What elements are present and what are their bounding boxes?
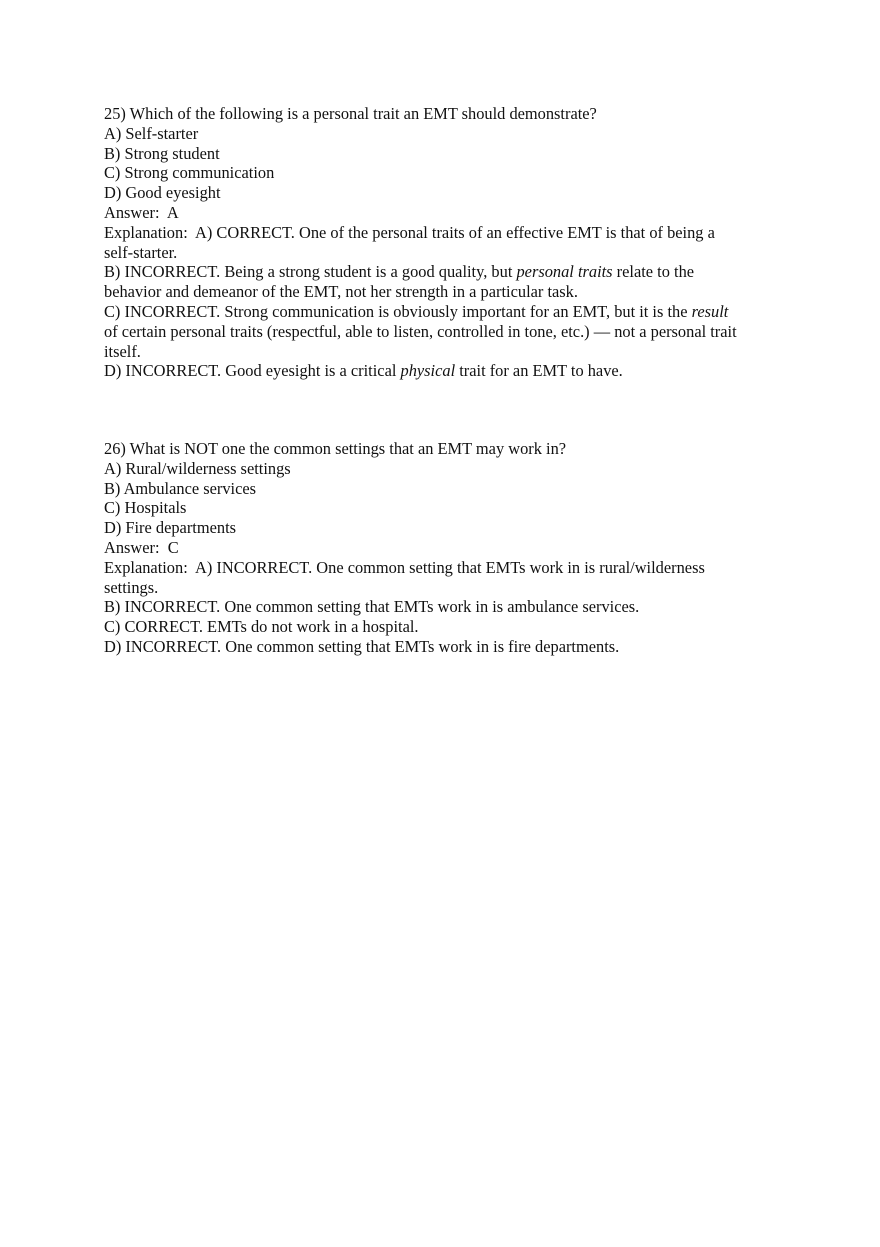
question-stem: 26) What is NOT one the common settings that an EMT may work in?	[104, 439, 567, 458]
option-a: A) Rural/wilderness settings	[104, 458, 291, 478]
explanation-c-line-1: C) CORRECT. EMTs do not work in a hospital.	[104, 617, 419, 637]
explanation-c-line-3: itself.	[104, 341, 141, 361]
explanation-b-emphasis: personal traits	[516, 262, 613, 282]
question-25	[104, 104, 784, 381]
answer: Answer: A	[104, 202, 179, 222]
option-a: A) Self-starter	[104, 123, 199, 143]
option-d: D) Good eyesight	[104, 183, 221, 203]
explanation-a-line-2: settings.	[104, 577, 159, 597]
question-26	[104, 439, 784, 657]
option-b: B) Strong student	[104, 143, 220, 163]
explanation-c-emphasis: result	[691, 301, 729, 321]
explanation-a-line-2: self-starter.	[104, 242, 178, 262]
explanation-c-line-1	[104, 302, 784, 322]
explanation-b-text-end: relate to the	[612, 262, 695, 282]
explanation-d-line-1: D) INCORRECT. One common setting that EMTs work in is fire departments.	[104, 636, 620, 656]
explanation-b-line-1	[104, 262, 784, 282]
explanation-d-line-1	[104, 361, 784, 381]
explanation-a-line-1: Explanation: A) INCORRECT. One common setting that EMTs work in is rural/wilderness	[104, 557, 705, 577]
option-c: C) Strong communication	[104, 163, 275, 183]
explanation-b-text: B) INCORRECT. Being a strong student is a good quality, but	[104, 262, 517, 282]
option-d: D) Fire departments	[104, 518, 236, 538]
explanation-b-line-1: B) INCORRECT. One common setting that EMTs work in is ambulance services.	[104, 597, 640, 617]
option-b: B) Ambulance services	[104, 478, 257, 498]
question-stem: 25) Which of the following is a personal trait an EMT should demonstrate?	[104, 104, 597, 123]
explanation-b-line-2: behavior and demeanor of the EMT, not her strength in a particular task.	[104, 282, 578, 302]
explanation-c-text: C) INCORRECT. Strong communication is obviously important for an EMT, but it is the	[104, 301, 692, 321]
answer: Answer: C	[104, 537, 179, 557]
option-c: C) Hospitals	[104, 498, 187, 518]
explanation-d-emphasis: physical	[400, 361, 456, 381]
explanation-d-text-end: trait for an EMT to have.	[455, 361, 623, 381]
explanation-d-text: D) INCORRECT. Good eyesight is a critical	[104, 361, 401, 381]
explanation-a-line-1: Explanation: A) CORRECT. One of the personal traits of an effective EMT is that of being a	[104, 222, 715, 242]
explanation-c-line-2: of certain personal traits (respectful, able to listen, controlled in tone, etc.) — not a personal trait	[104, 321, 737, 341]
